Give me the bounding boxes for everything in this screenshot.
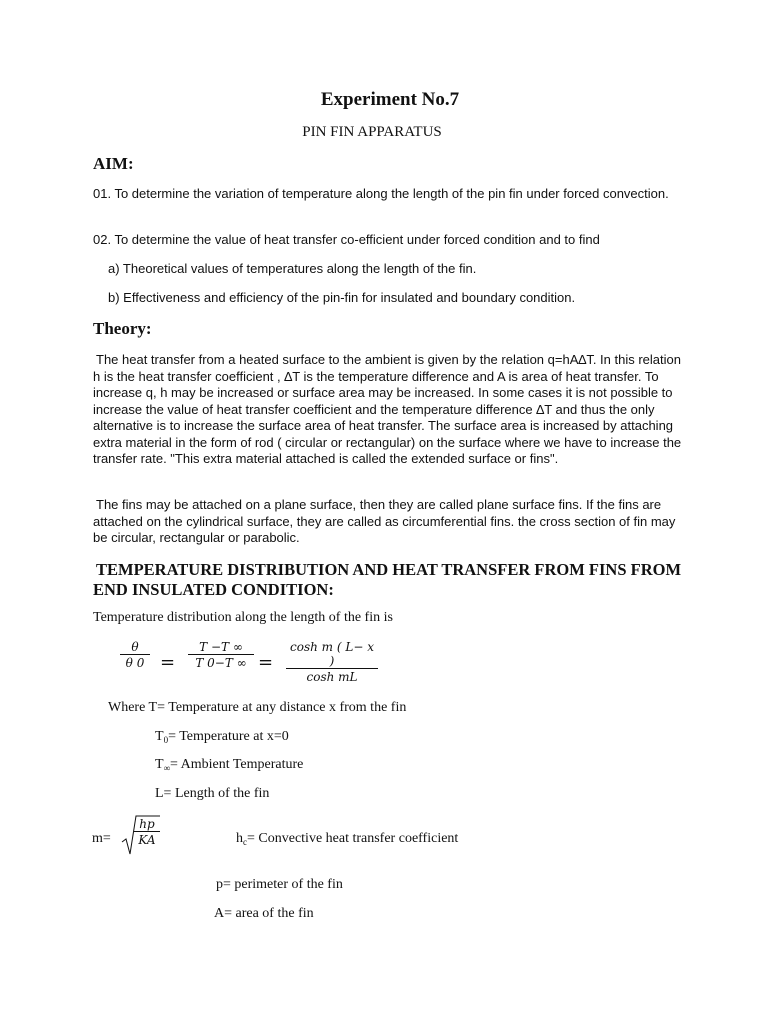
Tinf-subscript: ∞: [163, 763, 170, 773]
equals-sign-1: =: [160, 652, 176, 673]
aim-item-2: 02. To determine the value of heat transfer co-efficient under forced condition and to find: [93, 232, 600, 247]
page-title: Experiment No.7: [320, 89, 460, 110]
hc-symbol: h: [236, 831, 243, 846]
definition-T: Where T= Temperature at any distance x from the fin: [108, 700, 407, 715]
Tinf-symbol: T: [155, 757, 164, 772]
page-subtitle: PIN FIN APPARATUS: [302, 124, 442, 140]
hc-subscript: c: [243, 837, 247, 847]
T0-text: = Temperature at x=0: [168, 729, 289, 744]
fraction-m-numerator: hp: [139, 817, 155, 831]
definition-hc: [236, 831, 458, 847]
m-label: m=: [92, 831, 111, 846]
fraction-m-denominator: KA: [134, 831, 160, 847]
fraction-cosh: [286, 640, 378, 684]
equals-sign-2: =: [258, 652, 274, 673]
fraction-temperature-numerator: T −T ∞: [199, 640, 243, 654]
theory-paragraph-1: The heat transfer from a heated surface to the ambient is given by the relation q=hA∆T. In this relation h is the heat transfer coefficient , ∆T is the temperature difference and A is area of heat transfer. To increase q, h may be increased or surface area may be increased. In some cases it is not possible to increase the value of heat transfer coefficient and the temperature difference ∆T and thus the only alternative is to increase the surface area of heat transfer. The surface area is increased by attaching extra material in the form of rod ( circular or rectangular) on the surface where we have to increase the transfer rate. "This extra material attached is called the extended surface or fins".: [93, 352, 682, 466]
T0-symbol: T: [155, 729, 164, 744]
definition-A: A= area of the fin: [214, 906, 314, 921]
fraction-theta-numerator: θ: [131, 640, 139, 654]
hc-text: = Convective heat transfer coefficient: [247, 831, 459, 846]
definition-L: L= Length of the fin: [155, 786, 270, 801]
Tinf-text: = Ambient Temperature: [169, 757, 304, 772]
fraction-temperature: [188, 640, 254, 670]
T0-subscript: 0: [163, 735, 169, 745]
fraction-theta: [120, 640, 150, 670]
aim-item-1: 01. To determine the variation of temperature along the length of the pin fin under forced convection.: [93, 186, 669, 201]
fraction-cosh-numerator: cosh m ( L− x ): [290, 640, 374, 668]
theory-heading: Theory:: [93, 319, 152, 338]
definition-Tinf: [155, 757, 303, 773]
fraction-cosh-denominator: cosh mL: [286, 668, 378, 684]
fraction-theta-denominator: θ 0: [120, 654, 150, 670]
section-heading: TEMPERATURE DISTRIBUTION AND HEAT TRANSFER FROM FINS FROM END INSULATED CONDITION:: [93, 560, 682, 599]
definition-T0: [155, 729, 289, 745]
aim-item-2b: b) Effectiveness and efficiency of the pin-fin for insulated and boundary condition.: [108, 290, 576, 305]
aim-heading: AIM:: [93, 154, 134, 173]
distribution-intro: Temperature distribution along the length of the fin is: [93, 610, 393, 625]
fraction-temperature-denominator: T 0−T ∞: [188, 654, 254, 670]
definition-p: p= perimeter of the fin: [216, 877, 343, 892]
fraction-m: [134, 817, 160, 847]
theory-paragraph-2: The fins may be attached on a plane surface, then they are called plane surface fins. If the fins are attached on the cylindrical surface, they are called as circumferential fins. the cross section of fin may be circular, rectangular or parabolic.: [93, 497, 676, 545]
aim-item-2a: a) Theoretical values of temperatures along the length of the fin.: [108, 261, 477, 276]
